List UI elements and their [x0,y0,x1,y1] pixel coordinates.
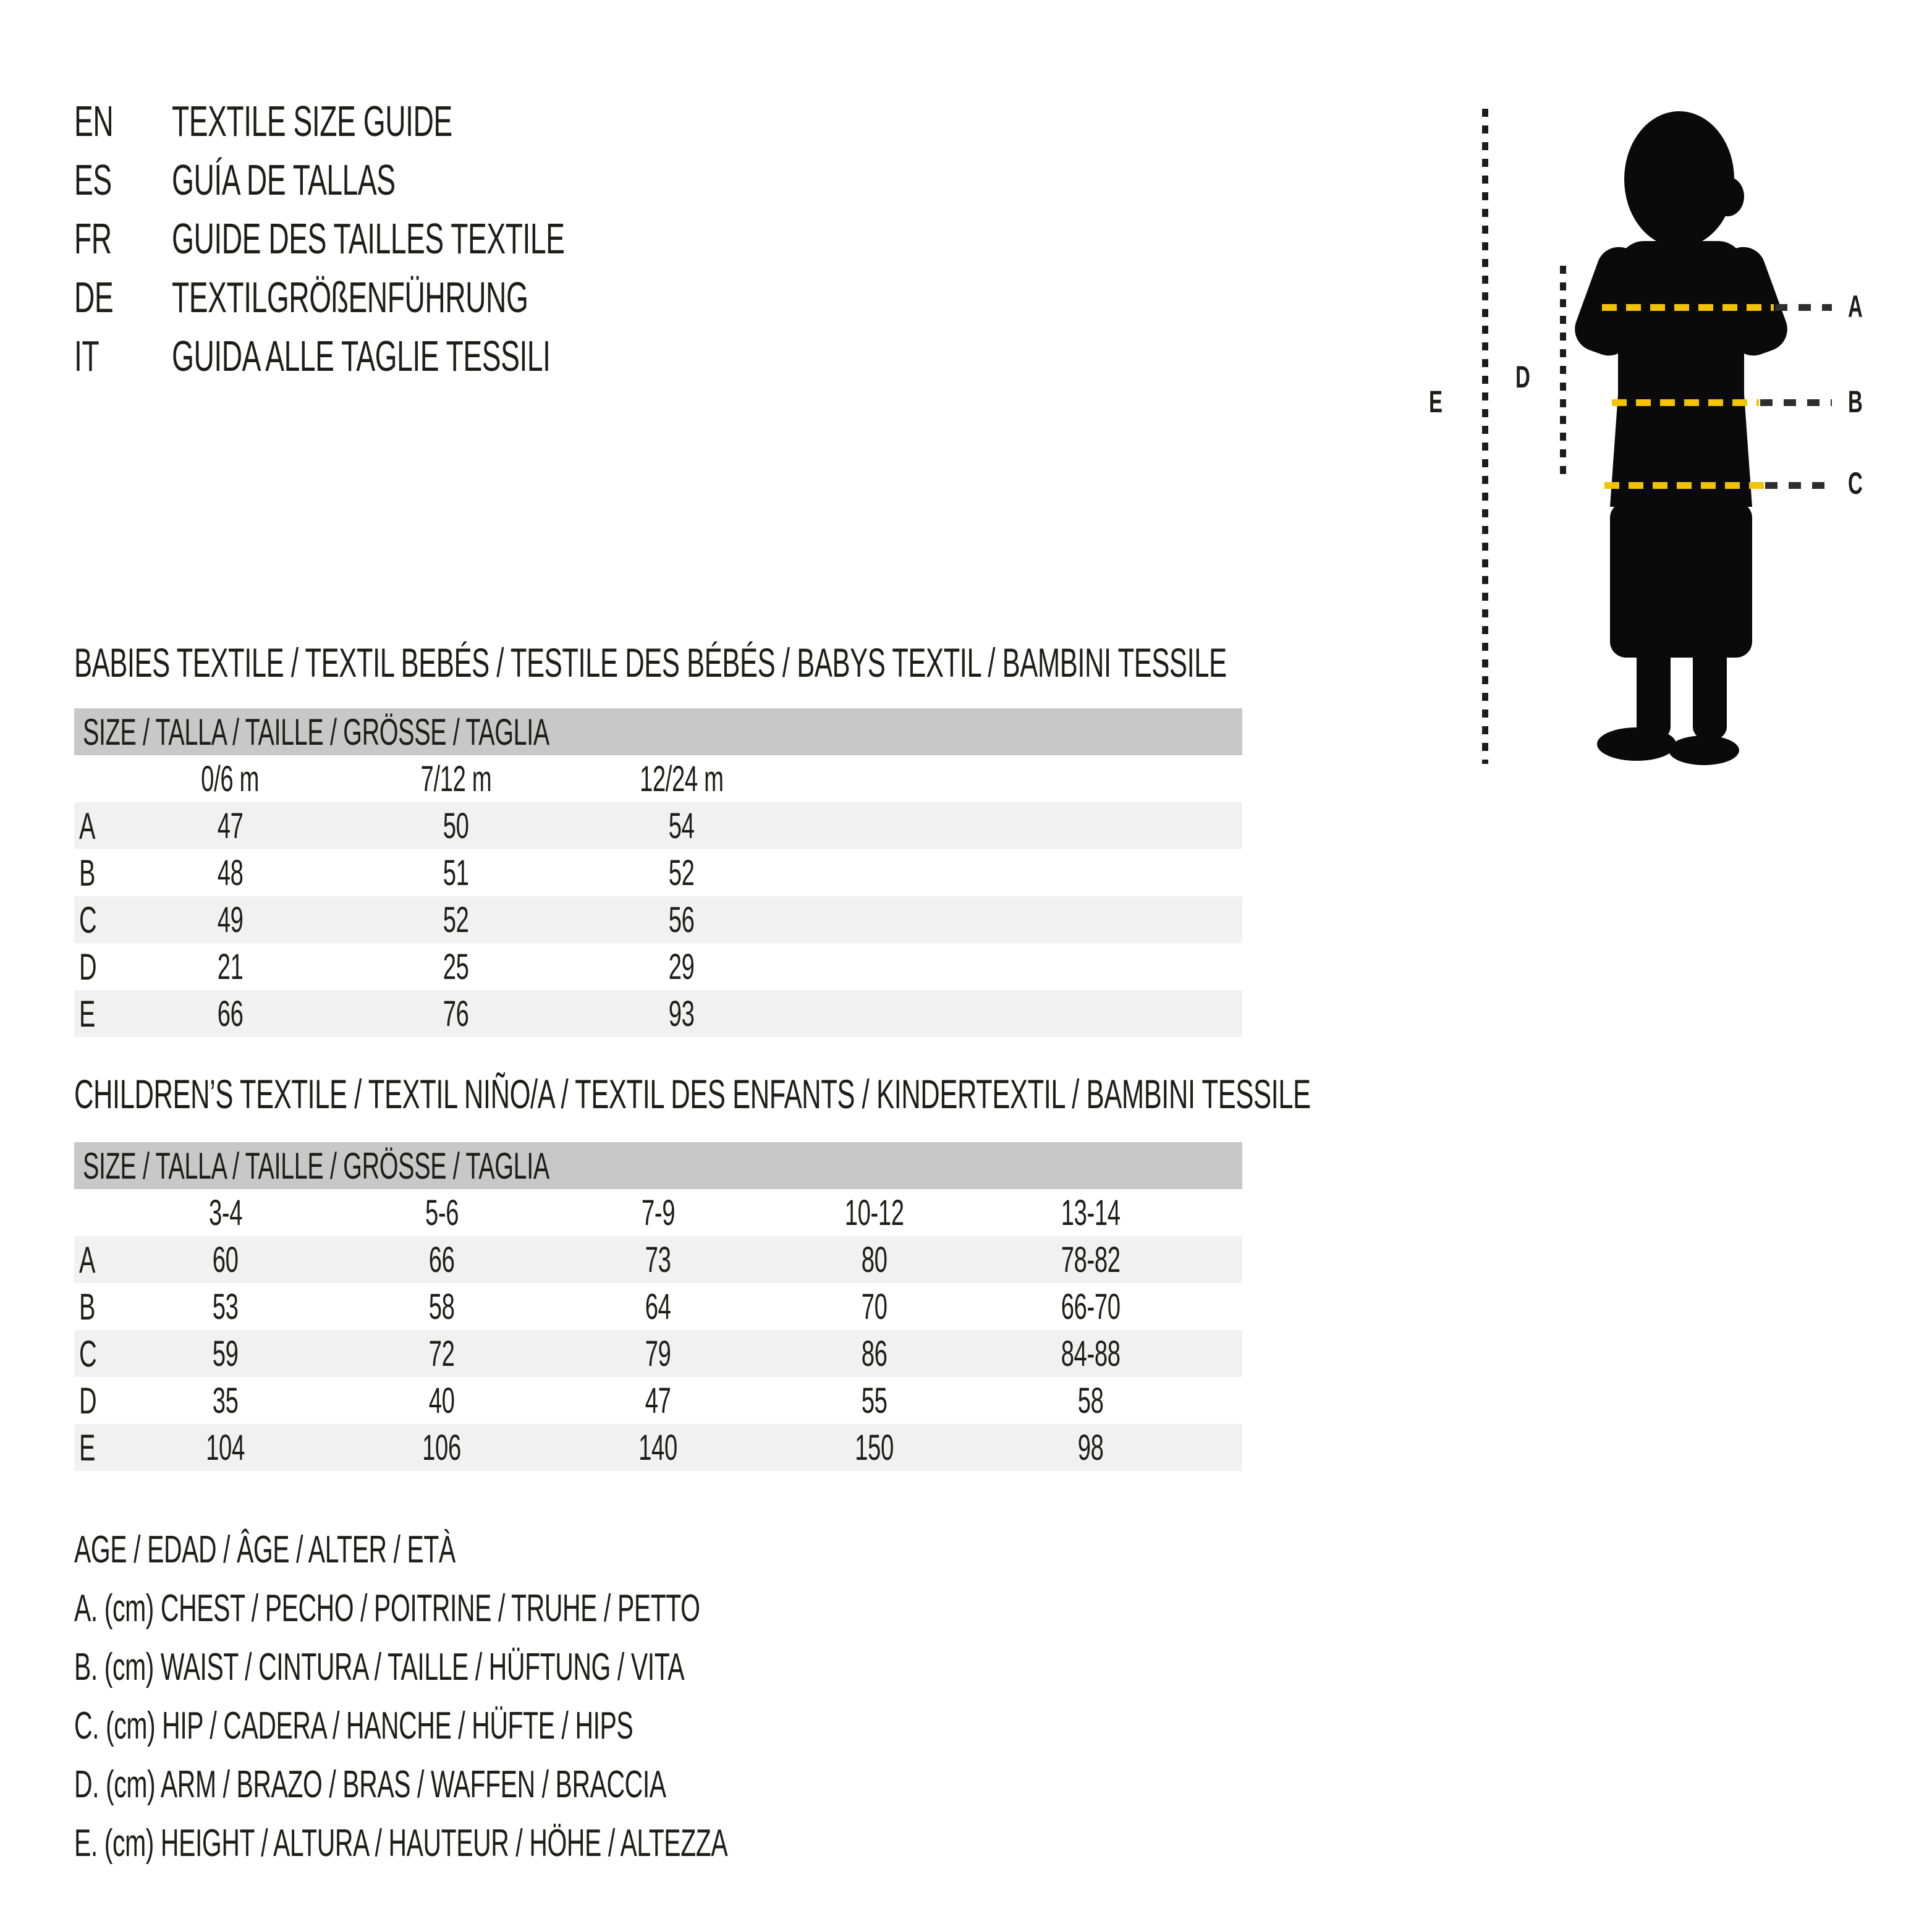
cell: 35 [213,1380,239,1421]
cell: 55 [862,1380,888,1421]
column-header: 3-4 [208,1192,243,1233]
legend-height: E. (cm) HEIGHT / ALTURA / HAUTEUR / HÖHE / ALTEZZA [74,1822,728,1865]
cell: 52 [668,852,695,893]
table-row [74,943,1242,990]
table-row [74,1236,1242,1283]
table-row [74,1424,1242,1471]
cell: 50 [443,805,469,846]
cell: 150 [855,1427,894,1468]
row-label: A [79,805,96,847]
legend-hip: C. (cm) HIP / CADERA / HANCHE / HÜFTE / HIPS [74,1705,633,1747]
row-label: E [79,1426,96,1468]
column-header: 10-12 [844,1192,904,1233]
cell: 70 [862,1286,888,1327]
row-label: E [79,993,96,1035]
table-row [74,1283,1242,1330]
waist-line-leader [1760,399,1832,406]
language-row-de [74,268,767,326]
cell: 58 [1078,1380,1104,1421]
children-section-title: CHILDREN’S TEXTILE / TEXTIL NIÑO/A / TEXTIL DES ENFANTS / KINDERTEXTIL / BAMBINI TESSILE [74,1071,1311,1117]
row-label: D [79,946,97,988]
arm-mark-label: D [1515,360,1530,394]
column-header: 12/24 m [639,758,724,799]
hip-mark-label: C [1848,466,1863,501]
cell: 47 [217,805,244,846]
cell: 49 [217,899,244,940]
row-label: B [79,1286,96,1328]
cell: 66 [429,1239,455,1280]
cell: 78-82 [1061,1239,1121,1280]
table-row [74,1377,1242,1424]
cell: 72 [429,1333,455,1374]
cell: 54 [668,805,695,846]
table-row [74,896,1242,943]
row-label: A [79,1239,96,1281]
measurement-legend [74,1520,1064,1873]
children-column-header-row [74,1189,1242,1236]
language-code: DE [74,273,114,321]
language-row-en [74,91,767,150]
legend-waist: B. (cm) WAIST / CINTURA / TAILLE / HÜFTUNG / VITA [74,1646,685,1688]
row-label: D [79,1379,97,1421]
language-row-fr [74,209,767,268]
table-row [74,990,1242,1037]
cell: 29 [668,946,695,987]
cell: 25 [443,946,469,987]
cell: 56 [668,899,695,940]
babies-size-table [74,755,1242,1037]
children-size-header-bar: SIZE / TALLA / TAILLE / GRÖSSE / TAGLIA [74,1142,1242,1189]
language-row-it [74,326,767,385]
cell: 93 [668,993,695,1034]
language-title-list [74,91,767,385]
cell: 64 [645,1286,671,1327]
height-mark-label: E [1429,384,1443,419]
cell: 66-70 [1061,1286,1121,1327]
cell: 51 [443,852,469,893]
cell: 140 [638,1427,678,1468]
language-code: FR [74,214,112,263]
column-header: 5-6 [425,1192,459,1233]
cell: 66 [217,993,244,1034]
cell: 52 [443,899,469,940]
cell: 48 [217,852,244,893]
chest-line-dash [1602,304,1774,311]
arm-measure-line [1560,266,1566,479]
babies-section-title: BABIES TEXTILE / TEXTIL BEBÉS / TESTILE DES BÉBÉS / BABYS TEXTIL / BAMBINI TESSILE [74,640,1227,685]
column-header: 7-9 [641,1192,676,1233]
hip-line-dash [1604,482,1764,489]
cell: 40 [429,1380,455,1421]
cell: 104 [206,1427,245,1468]
cell: 76 [443,993,469,1034]
cell: 98 [1078,1427,1104,1468]
column-header: 13-14 [1061,1192,1121,1233]
row-label: C [79,899,97,941]
children-size-table [74,1189,1242,1471]
language-code: IT [74,331,100,380]
waist-mark-label: B [1848,384,1863,419]
cell: 58 [429,1286,455,1327]
column-header: 7/12 m [420,758,491,799]
legend-chest: A. (cm) CHEST / PECHO / POITRINE / TRUHE / PETTO [74,1587,700,1630]
guide-title: TEXTILGRÖßENFÜHRUNG [172,273,528,321]
cell: 60 [213,1239,239,1280]
legend-arm: D. (cm) ARM / BRAZO / BRAS / WAFFEN / BRACCIA [74,1763,666,1806]
table-row [74,1330,1242,1377]
language-row-es [74,150,767,209]
babies-column-header-row [74,755,1242,802]
column-header: 0/6 m [201,758,260,799]
chest-mark-label: A [1848,289,1863,324]
cell: 106 [422,1427,462,1468]
language-code: ES [74,155,112,204]
cell: 86 [862,1333,888,1374]
cell: 79 [645,1333,671,1374]
table-row [74,849,1242,896]
chest-line-leader [1775,304,1832,311]
hip-line-leader [1765,482,1832,489]
cell: 53 [213,1286,239,1327]
cell: 21 [217,946,244,987]
cell: 84-88 [1061,1333,1121,1374]
cell: 80 [862,1239,888,1280]
guide-title: GUIDE DES TAILLES TEXTILE [172,214,565,263]
legend-age: AGE / EDAD / ÂGE / ALTER / ETÀ [74,1528,455,1571]
guide-title: GUÍA DE TALLAS [172,155,396,204]
waist-line-dash [1612,399,1759,406]
table-row [74,802,1242,849]
cell: 73 [645,1239,671,1280]
cell: 59 [213,1333,239,1374]
language-code: EN [74,96,114,145]
guide-title: GUIDA ALLE TAGLIE TESSILI [172,331,551,380]
row-label: B [79,852,96,894]
babies-size-header-bar: SIZE / TALLA / TAILLE / GRÖSSE / TAGLIA [74,708,1242,755]
guide-title: TEXTILE SIZE GUIDE [172,96,452,145]
cell: 47 [645,1380,671,1421]
row-label: C [79,1332,97,1375]
